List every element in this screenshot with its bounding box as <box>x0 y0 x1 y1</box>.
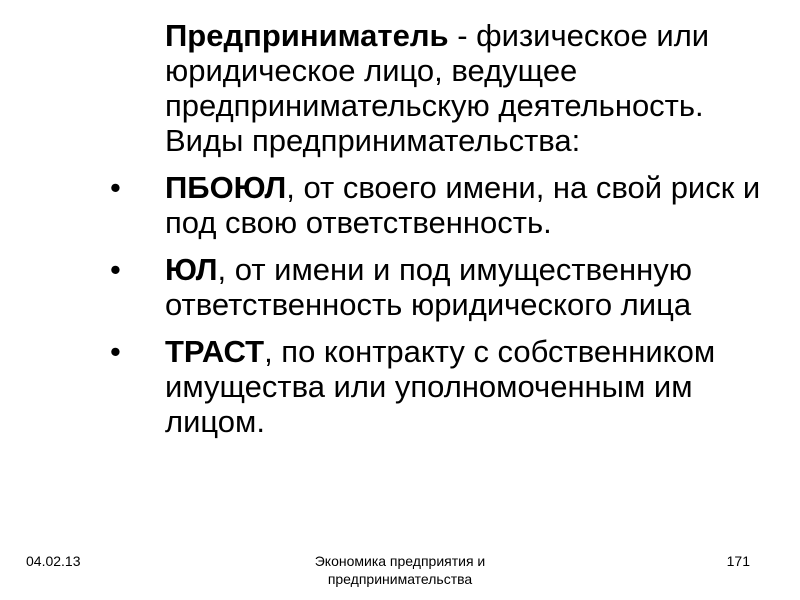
bullet-list <box>110 170 790 439</box>
bullet-icon: • <box>110 334 121 369</box>
bullet-text: , по контракту с собственником имущества или уполномоченным им лицом. <box>165 334 716 439</box>
bullet-term: ЮЛ <box>165 252 218 287</box>
intro-term: Предприниматель <box>165 18 449 53</box>
intro-paragraph <box>165 18 790 158</box>
intro-subheading: Виды предпринимательства: <box>165 123 581 158</box>
bullet-icon: • <box>110 252 121 287</box>
intro-definition: - физическое или юридическое лицо, ведущее предпринимательскую деятельность. <box>165 18 710 123</box>
slide-body <box>110 18 790 451</box>
bullet-icon: • <box>110 170 121 205</box>
bullet-item-pboyul <box>110 170 790 240</box>
bullet-item-trust <box>110 334 790 439</box>
footer-title: Экономика предприятия и предпринимательства <box>314 553 486 587</box>
bullet-term: ПБОЮЛ <box>165 170 287 205</box>
footer-page-number: 171 <box>726 553 750 569</box>
bullet-text: , от имени и под имущественную ответственность юридического лица <box>165 252 692 322</box>
footer-date: 04.02.13 <box>26 553 81 569</box>
bullet-term: ТРАСТ <box>165 334 265 369</box>
bullet-text: , от своего имени, на свой риск и под свою ответственность. <box>165 170 761 240</box>
bullet-item-yul <box>110 252 790 322</box>
